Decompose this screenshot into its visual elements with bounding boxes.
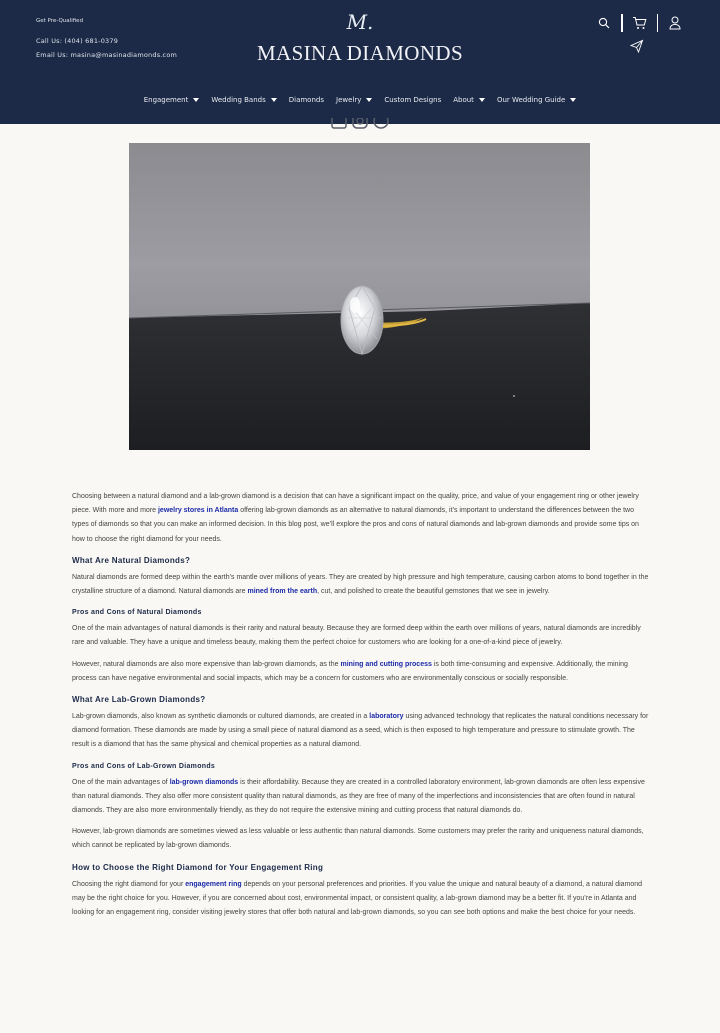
nav-label: Wedding Bands [211, 96, 266, 104]
header-icons [595, 12, 684, 34]
get-pre-qualified-link[interactable]: Get Pre-Qualified [36, 18, 84, 24]
separator [657, 14, 659, 32]
link-laboratory[interactable]: laboratory [369, 713, 404, 721]
cart-icon[interactable] [631, 14, 649, 32]
phone-link[interactable]: Call Us: (404) 681-0379 [36, 37, 119, 45]
nav-label: Diamonds [288, 96, 324, 104]
nav-wedding-bands[interactable] [211, 92, 276, 108]
natural-paragraph [72, 571, 652, 599]
lab-pros-paragraph [72, 776, 652, 819]
choose-paragraph [72, 878, 652, 921]
text: offering lab-grown diamonds as an alternative to natural diamonds, it’s important to understand the differences between the two types of diamonds so that you can make an informed decision. In this blog post, we’ll explore the pros and cons of natural diamonds and lab-grown diamonds and provide some tips on how to choose the right diamond for your needs. [72, 507, 639, 543]
text: is their affordability. Because they are created in a controlled laboratory environment, lab-grown diamonds are often less expensive than natural diamonds. They also offer more consistent quality than natural diamonds, as they are free of many of the imperfections and inconsistencies that are often found in natural diamonds. They are also more environmentally friendly, as they do not require the extensive mining and cutting process that natural diamonds do. [72, 778, 645, 815]
nav-custom-designs[interactable] [384, 92, 441, 108]
nav-about[interactable] [453, 92, 485, 108]
link-jewelry-stores-atlanta[interactable]: jewelry stores in Atlanta [157, 507, 239, 515]
caret-down-icon [366, 98, 372, 102]
text: Natural diamonds are formed deep within the earth’s mantle over millions of years. They are created by high pressure and high temperature, causing carbon atoms to bond together in the crystalline structure of a diamond. Natural diamonds are [72, 573, 649, 596]
text: However, natural diamonds are also more expensive than lab-grown diamonds, as the [72, 660, 341, 668]
nav-label: Custom Designs [384, 96, 442, 104]
email-link[interactable]: Email Us: masina@masinadiamonds.com [36, 51, 178, 59]
caret-down-icon [193, 98, 199, 102]
caret-down-icon [271, 98, 277, 102]
link-mined-from-earth[interactable]: mined from the earth [247, 588, 318, 596]
text: depends on your personal preferences and priorities. If you value the unique and natural beauty of a diamond, a natural diamond may be the right choice for you. However, if you are concerned about cost, environmental impact, or consistent quality, a lab-grown diamond may be a better fit. If you’re in Atlanta and looking for an engagement ring, consider visiting jewelry stores that offer both natural and lab-grown diamonds, so you can see both options and make the best choice for your needs. [72, 880, 643, 917]
caret-down-icon [570, 98, 576, 102]
text: Choosing the right diamond for your [72, 880, 186, 888]
nav-label: Engagement [143, 96, 189, 104]
nav-diamonds[interactable] [289, 92, 324, 108]
text: One of the main advantages of [72, 778, 170, 786]
nav-wedding-guide[interactable] [497, 92, 576, 108]
link-lab-grown-diamonds[interactable]: lab-grown diamonds [169, 778, 239, 786]
text: Choosing between a natural diamond and a lab-grown diamond is a decision that can have a significant impact on the quality, price, and value of your engagement ring or other jewelry piece. With more and more [72, 493, 639, 515]
natural-pros-paragraph: One of the main advantages of natural diamonds is their rarity and natural beauty. Because they are formed deep within the earth over millions of years, natural diamonds are incredibly rare and valuable. They have a unique and timeless beauty, making them the perfect choice for customers who are looking for a one-of-a-kind piece of jewelry. [72, 625, 641, 647]
natural-cons-paragraph [72, 658, 652, 686]
social-share-icons [330, 118, 390, 130]
heading-lab-pros-cons: Pros and Cons of Lab-Grown Diamonds [72, 762, 216, 770]
nav-jewelry[interactable] [336, 92, 372, 108]
logo-text[interactable]: MASINA DIAMONDS [256, 41, 464, 65]
social-icons-graphic[interactable] [330, 118, 390, 130]
nav-label: Our Wedding Guide [496, 96, 566, 104]
lab-paragraph [72, 710, 652, 753]
text: using advanced technology that replicates the natural conditions necessary for diamond formation. These diamonds are made by using a small piece of natural diamond as a seed, which is then exposed to high temperature and pressure to stimulate growth. The result is a diamond that has the same physical and chemical properties as a natural diamond. [72, 713, 649, 749]
search-icon[interactable] [595, 14, 613, 32]
nav-label: Jewelry [336, 96, 362, 104]
heading-natural-pros-cons: Pros and Cons of Natural Diamonds [72, 609, 202, 617]
user-icon[interactable] [666, 14, 684, 32]
heading-natural-diamonds: What Are Natural Diamonds? [72, 555, 191, 565]
logo-mark[interactable]: M. [346, 10, 374, 34]
link-mining-cutting-process[interactable]: mining and cutting process [340, 660, 432, 668]
send-icon[interactable] [630, 38, 644, 52]
nav-engagement[interactable] [144, 92, 200, 108]
text: is both time-consuming and expensive. Additionally, the mining process can have negative environmental and social impacts, which may be a concern for customers who are environmentally conscious or socially responsible. [72, 660, 628, 682]
caret-down-icon [479, 98, 485, 102]
lab-cons-paragraph: However, lab-grown diamonds are sometimes viewed as less valuable or less authentic than natural diamonds. Some customers may prefer the rarity and uniqueness natural diamonds, which cannot be replicated by lab-grown diamonds. [72, 828, 644, 850]
link-engagement-ring[interactable]: engagement ring [185, 880, 242, 888]
nav-label: About [453, 96, 474, 104]
hero-ring-image [129, 143, 590, 450]
site-header [0, 0, 720, 124]
text: Lab-grown diamonds, also known as synthetic diamonds or cultured diamonds, are created in a [72, 713, 370, 721]
blog-article [72, 490, 652, 927]
heading-how-to-choose: How to Choose the Right Diamond for Your Engagement Ring [72, 862, 324, 872]
separator [621, 14, 623, 32]
main-nav [0, 92, 720, 108]
heading-lab-grown: What Are Lab-Grown Diamonds? [72, 695, 206, 705]
intro-paragraph [72, 490, 652, 547]
text: , cut, and polished to create the beautiful gemstones that we see in jewelry. [317, 588, 550, 596]
